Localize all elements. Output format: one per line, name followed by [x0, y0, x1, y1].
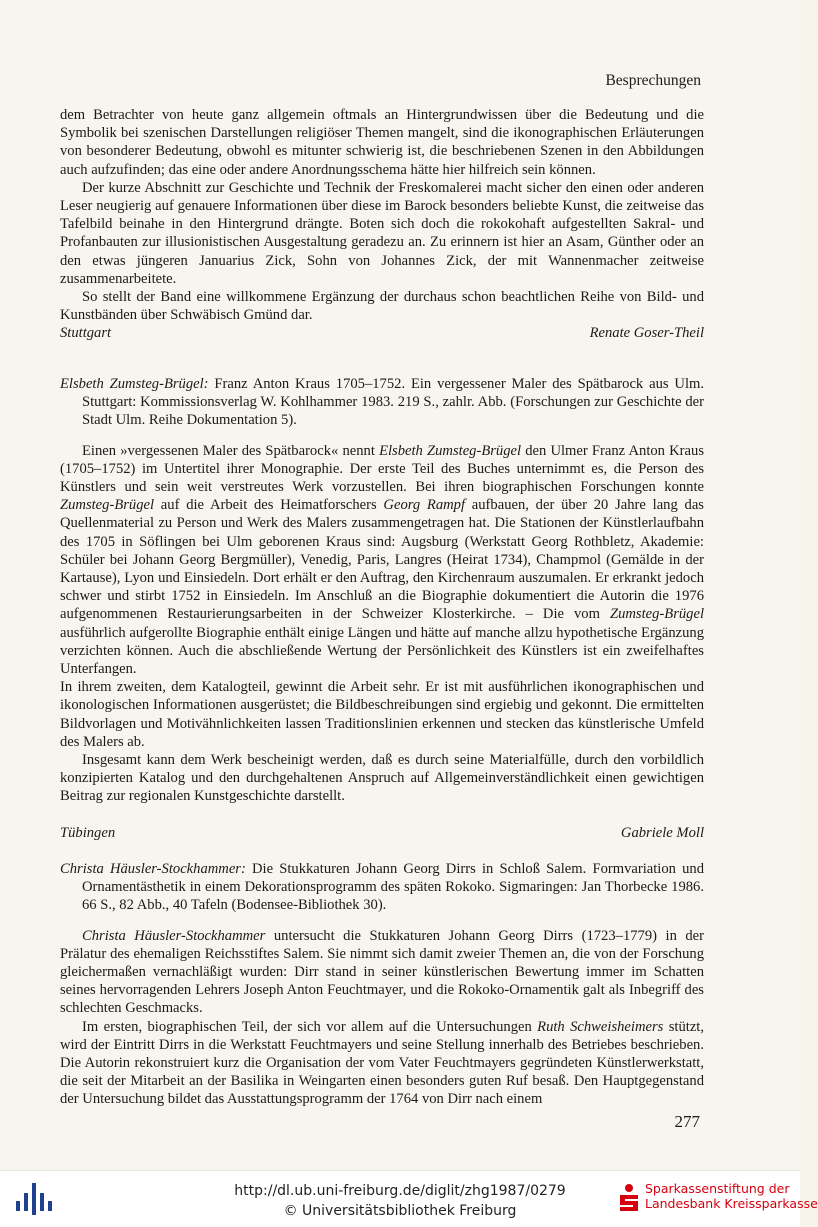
- copyright-notice: © Universitätsbibliothek Freiburg: [283, 1203, 517, 1219]
- running-head: Besprechungen: [605, 72, 701, 89]
- paragraph: In ihrem zweiten, dem Katalogteil, gewinnt die Arbeit sehr. Er ist mit ausführlichen ikonographischen und ikonologischen Informationen ausgerüstet; die Bildbeschreibungen sind ergiebig und gekonnt. Die ermittelten Bildvorlagen und Motivähnlichkeiten lassen Traditionslinien erkennen und stecken das künstlerische Umfeld des Malers ab.: [60, 679, 704, 750]
- person-ref: Georg Rampf: [383, 497, 466, 514]
- bibliographic-citation: [60, 860, 704, 915]
- review-place: Tübingen: [60, 824, 116, 841]
- viewer-footer: [0, 1170, 818, 1227]
- signature-row: [60, 324, 704, 342]
- paragraph: dem Betrachter von heute ganz allgemein oftmals an Hintergrundwissen über die Bedeutung und die Symbolik bei szenischen Darstellungen religiöser Themen mangelt, sind die ikonographischen Erläuterungen von besonderer Bedeutung, obwohl es mitunter schwierig ist, die beschriebenen Szenen in den Abbildungen auch aufzufinden; das eine oder andere Anordnungsschema hätte hier hilfreich sein können.: [60, 107, 704, 178]
- permalink[interactable]: http://dl.ub.uni-freiburg.de/diglit/zhg1987/0279: [234, 1183, 566, 1199]
- sponsor-logo[interactable]: [617, 1181, 818, 1221]
- paragraph: Insgesamt kann dem Werk bescheinigt werden, daß es durch seine Materialfülle, durch den vorbildlich konzipierten Katalog und den durchgehaltenen Anspruch auf Allgemeinverständlichkeit einen gewichtigen Beitrag zur regionalen Kunstgeschichte darstellt.: [60, 752, 704, 805]
- author-ref: Zumsteg-Brügel: [609, 606, 704, 623]
- reviewer-name: Renate Goser-Theil: [589, 325, 704, 342]
- author-ref: Zumsteg-Brügel: [60, 497, 155, 514]
- reviewer-name: Gabriele Moll: [620, 824, 704, 841]
- page-number: 277: [674, 1112, 700, 1131]
- book-details: Die Stukkaturen Johann Georg Dirrs in Schloß Salem. Formvariation und Ornamentästhetik in einem Dekorationsprogramm des späten Rokoko. Sigmaringen: Jan Thorbecke 1986. 66 S., 82 Abb., 40 Tafeln (Bodensee-Bibliothek 30).: [82, 861, 704, 914]
- review-place: Stuttgart: [60, 325, 112, 342]
- paragraph: Im ersten, biographischen Teil, der sich vor allem auf die Untersuchungen Ruth Schweisheimers stützt, wird der Eintritt Dirrs in die Werkstatt Feuchtmayers und seine Stellung innerhalb des Betriebes beschrieben. Die Autorin rekonstruiert kurz die Organisation der vom Vater Feuchtmayers gegründeten Künstlerwerkstatt, die seit der Mitarbeit an der Basilika in Weingarten einen besonders guten Ruf besaß. Den Hauptgegenstand der Untersuchung bildet das Ausstattungsprogramm der 1764 von Dirr nach einem: [60, 1018, 705, 1108]
- sparkasse-icon: [617, 1183, 641, 1213]
- book-author: Elsbeth Zumsteg-Brügel:: [60, 376, 209, 392]
- paragraph: Christa Häusler-Stockhammer untersucht die Stukkaturen Johann Georg Dirrs (1723–1779) in der Prälatur des ehemaligen Reichsstiftes Salem. Sie nimmt sich damit zweier Themen an, die von der Forschung gleichermaßen vernachläßigt wurden: Dirr stand in seiner künstlerischen Bewertung immer im Schatten seines hervorragenden Lehrers Joseph Anton Feuchtmayer, und die Rokoko-Ornamentik galt als Inbegriff des schlechten Geschmacks.: [60, 927, 705, 1017]
- book-author: Christa Häusler-Stockhammer:: [60, 861, 246, 877]
- person-ref: Ruth Schweisheimers: [537, 1018, 664, 1035]
- sponsor-text: Sparkassenstiftung der Landesbank Kreissparkasse: [645, 1181, 818, 1211]
- review-1: [60, 106, 704, 343]
- author-ref: Christa Häusler-Stockhammer: [82, 927, 266, 944]
- paragraph: Der kurze Abschnitt zur Geschichte und Technik der Freskomalerei macht sicher den einen oder anderen Leser neugierig auf genauere Informationen über diese im Barock besonders beliebte Kunst, die zeitweise das Tafelbild beinahe in den Hintergrund drängte. Boten sich doch die rokokohaft aufgestellten Sakral- und Profanbauten zur illusionistischen Ausgestaltung geradezu an. Zu erinnern ist hier an Asam, Günther oder an den etwas jüngeren Januarius Zick, Sohn von Johannes Zick, der mit Wannenmacher zeitweise zusammenarbeitete.: [60, 179, 704, 287]
- book-details: Franz Anton Kraus 1705–1752. Ein vergessener Maler des Spätbarock aus Ulm. Stuttgart: Kommissionsverlag W. Kohlhammer 1983. 219 S., zahlr. Abb. (Forschungen zur Geschichte der Stadt Ulm. Reihe Dokumentation 5).: [82, 376, 704, 429]
- paragraph: Einen »vergessenen Maler des Spätbarock« nennt Elsbeth Zumsteg-Brügel den Ulmer Franz Anton Kraus (1705–1752) im Untertitel ihrer Monographie. Der erste Teil des Buches unternimmt es, die Person des Künstlers und sein weit verstreutes Werk vorzustellen. Bei ihren biographischen Forschungen konnte Zumsteg-Brügel auf die Arbeit des Heimatforschers Georg Rampf aufbauen, der über 20 Jahre lang das Quellenmaterial zu Person und Werk des Malers zusammengetragen hat. Die Stationen der Künstlerlaufbahn des 1705 in Söflingen bei Ulm geborenen Kraus sind: Augsburg (Werkstatt Georg Rothbletz, Akademie: Schüler bei Johann Georg Bergmüller), Venedig, Paris, Langres (Heirat 1734), Champmol (Gemälde in der Kartause), Lyon und Einsiedeln. Dort erhält er den Auftrag, den Kirchenraum auszumalen. Er erkrankt jedoch schwer und stirbt 1752 in Einsiedeln. Im Anschluß an die Biographie dokumentiert die Autorin die 1976 aufgenommenen Restaurierungsarbeiten in der Schweizer Klosterkirche. – Die vom Zumsteg-Brügel ausführlich aufgerollte Biographie enthält einige Längen und hätte auf manche allzu hypothetische Ergänzung verzichten können. Auch die abschließende Wertung der Persönlichkeit des Künstlers ist ein zweifelhaftes Unterfangen.: [60, 442, 704, 678]
- paragraph: So stellt der Band eine willkommene Ergänzung der durchaus schon beachtlichen Reihe von Bild- und Kunstbänden über Schwäbisch Gmünd dar.: [60, 289, 704, 324]
- review-2: [60, 375, 704, 842]
- signature-row: [60, 824, 704, 842]
- review-3: [60, 860, 704, 1109]
- bibliographic-citation: [60, 375, 704, 430]
- author-ref: Elsbeth Zumsteg-Brügel: [379, 442, 522, 459]
